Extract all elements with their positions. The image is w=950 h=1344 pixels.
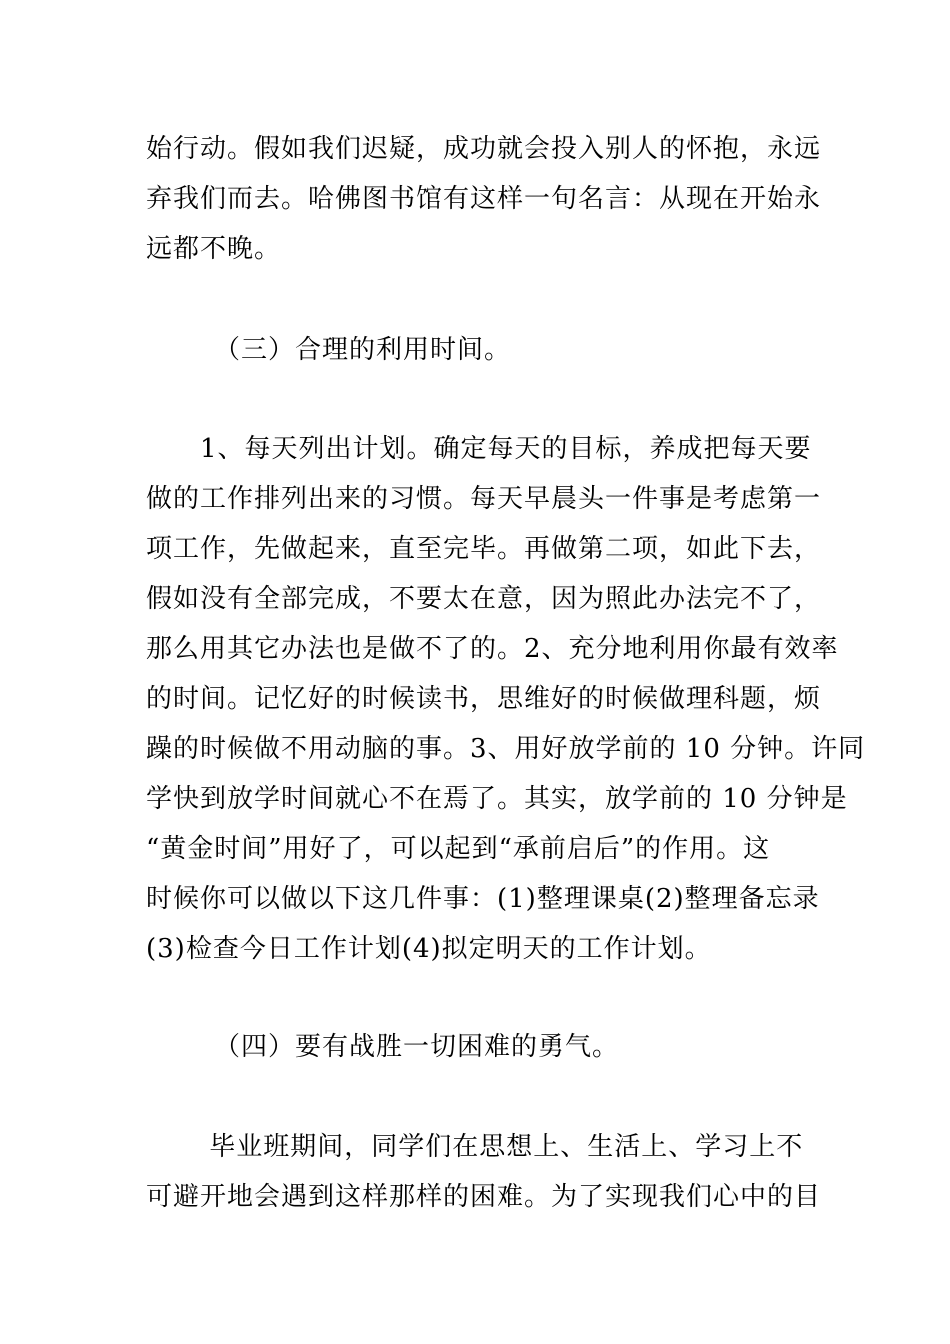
section-heading: （四）要有战胜一切困难的勇气。 (214, 1032, 620, 1062)
paragraph-line: 可避开地会遇到这样那样的困难。为了实现我们心中的目 (146, 1182, 822, 1212)
paragraph-line: (3)检查今日工作计划(4)拟定明天的工作计划。 (146, 934, 712, 964)
paragraph-line: 那么用其它办法也是做不了的。2、充分地利用你最有效率 (146, 634, 839, 664)
paragraph-line: 时候你可以做以下这几件事：(1)整理课桌(2)整理备忘录 (146, 884, 820, 914)
paragraph-line: 项工作，先做起来，直至完毕。再做第二项，如此下去， (146, 534, 822, 564)
paragraph-line: 的时间。记忆好的时候读书，思维好的时候做理科题，烦 (146, 684, 822, 714)
paragraph-line: “黄金时间”用好了，可以起到“承前启后”的作用。这 (146, 834, 771, 864)
paragraph-line: 弃我们而去。哈佛图书馆有这样一句名言：从现在开始永 (146, 184, 822, 214)
paragraph-line: 做的工作排列出来的习惯。每天早晨头一件事是考虑第一 (146, 484, 822, 514)
paragraph-line: 1、每天列出计划。确定每天的目标，养成把每天要 (146, 434, 812, 464)
paragraph-line: 假如没有全部完成，不要太在意，因为照此办法完不了， (146, 584, 822, 614)
paragraph-line: 始行动。假如我们迟疑，成功就会投入别人的怀抱，永远 (146, 134, 822, 164)
paragraph-line: 毕业班期间，同学们在思想上、生活上、学习上不 (146, 1132, 804, 1162)
paragraph-line: 远都不晚。 (146, 234, 282, 264)
paragraph-line: 躁的时候做不用动脑的事。3、用好放学前的 10 分钟。许同 (146, 734, 866, 764)
paragraph-line: 学快到放学时间就心不在焉了。其实，放学前的 10 分钟是 (146, 784, 848, 814)
section-heading: （三）合理的利用时间。 (214, 335, 512, 365)
